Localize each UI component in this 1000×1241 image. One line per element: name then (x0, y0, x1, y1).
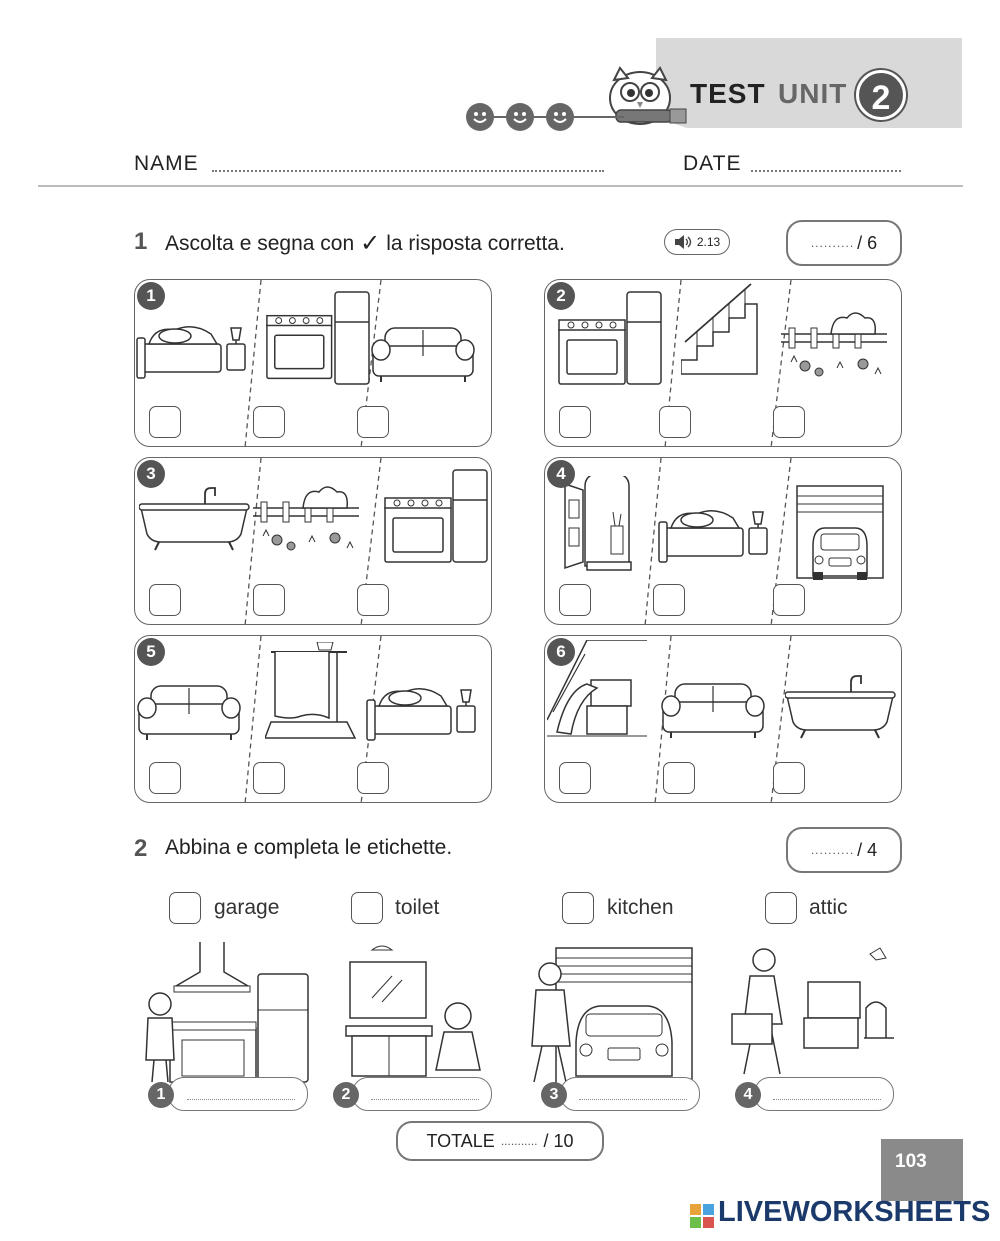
option-label-garage: garage (214, 896, 280, 919)
shower-picture (265, 642, 359, 742)
exercise2-score-box[interactable]: .......... / 4 (786, 827, 902, 873)
unit-number-badge: 2 (856, 70, 906, 120)
bath-picture (785, 666, 901, 746)
label-number: 4 (735, 1082, 761, 1108)
exercise1-panel-2 (544, 279, 902, 447)
option-label-toilet: toilet (395, 896, 440, 919)
label-number: 1 (148, 1082, 174, 1108)
instruction-part-b: la risposta corretta. (386, 231, 565, 255)
name-label: NAME (134, 152, 199, 175)
garage-picture (795, 484, 887, 582)
answer-checkbox[interactable] (149, 406, 181, 438)
exercise1-number: 1 (134, 228, 148, 255)
bath-picture (139, 478, 255, 558)
answer-checkbox[interactable] (559, 762, 591, 794)
option-checkbox-kitchen[interactable] (562, 892, 594, 924)
answer-checkbox[interactable] (253, 406, 285, 438)
exercise1-panel-4 (544, 457, 902, 625)
label-number: 2 (333, 1082, 359, 1108)
exercise1-instruction (165, 229, 565, 258)
garden-picture (253, 476, 365, 562)
stairs-picture (681, 282, 761, 382)
answer-checkbox[interactable] (357, 584, 389, 616)
cooker-picture (381, 468, 492, 568)
exercise1-panel-1 (134, 279, 492, 447)
answer-checkbox[interactable] (653, 584, 685, 616)
panel-number: 4 (547, 460, 575, 488)
sofa-picture (137, 668, 247, 746)
exercise2-number: 2 (134, 835, 148, 862)
answer-label-2[interactable] (352, 1077, 492, 1111)
exercise1-panel-3 (134, 457, 492, 625)
cooker-picture (555, 290, 675, 390)
date-label: DATE (683, 152, 742, 175)
answer-checkbox[interactable] (773, 584, 805, 616)
answer-label-3[interactable] (560, 1077, 700, 1111)
garden-picture (781, 302, 893, 388)
panel-number: 3 (137, 460, 165, 488)
exercise1-score: / 6 (857, 232, 878, 253)
garage-scene-picture (520, 946, 700, 1090)
answer-label-1[interactable] (168, 1077, 308, 1111)
kitchen-scene-picture (130, 942, 310, 1090)
answer-checkbox[interactable] (357, 762, 389, 794)
answer-checkbox[interactable] (357, 406, 389, 438)
test-title: TEST (690, 78, 766, 109)
total-score-box[interactable]: TOTALE ........... / 10 (396, 1121, 604, 1161)
speaker-icon (674, 234, 694, 250)
exercise1-panel-5 (134, 635, 492, 803)
option-label-kitchen: kitchen (607, 896, 674, 919)
panel-number: 5 (137, 638, 165, 666)
bed-picture (657, 484, 771, 566)
liveworksheets-logo-icon (690, 1204, 714, 1228)
answer-label-4[interactable] (754, 1077, 894, 1111)
bathroom-scene-picture (342, 942, 502, 1090)
audio-track-number: 2.13 (696, 235, 721, 249)
liveworksheets-logo-text: LIVEWORKSHEETS (718, 1196, 991, 1228)
panel-number: 1 (137, 282, 165, 310)
cooker-picture (263, 290, 383, 386)
name-field[interactable] (212, 170, 604, 172)
answer-checkbox[interactable] (773, 762, 805, 794)
label-number: 3 (541, 1082, 567, 1108)
smiley-icon (506, 103, 534, 131)
sofa-picture (661, 666, 771, 744)
checkmark-icon: ✓ (360, 230, 381, 257)
answer-checkbox[interactable] (149, 584, 181, 616)
answer-checkbox[interactable] (253, 584, 285, 616)
instruction-part-a: Ascolta e segna con (165, 231, 355, 255)
panel-number: 2 (547, 282, 575, 310)
exercise1-panel-6 (544, 635, 902, 803)
total-score: / 10 (543, 1130, 574, 1151)
answer-checkbox[interactable] (663, 762, 695, 794)
total-label: TOTALE (426, 1130, 495, 1151)
answer-checkbox[interactable] (559, 584, 591, 616)
panel-number: 6 (547, 638, 575, 666)
answer-checkbox[interactable] (773, 406, 805, 438)
owl-mascot-icon (600, 62, 692, 132)
option-checkbox-garage[interactable] (169, 892, 201, 924)
smiley-icon (546, 103, 574, 131)
answer-checkbox[interactable] (149, 762, 181, 794)
date-field[interactable] (751, 170, 901, 172)
exercise2-instruction: Abbina e completa le etichette. (165, 836, 453, 859)
answer-checkbox[interactable] (253, 762, 285, 794)
bed-picture (365, 662, 479, 748)
audio-track-badge[interactable] (664, 229, 730, 255)
sofa-picture (371, 310, 481, 388)
attic-scene-picture (724, 944, 904, 1090)
header-divider (38, 185, 963, 187)
bed-picture (135, 300, 249, 382)
exercise1-score-box[interactable]: .......... / 6 (786, 220, 902, 266)
answer-checkbox[interactable] (559, 406, 591, 438)
option-label-attic: attic (809, 896, 848, 919)
answer-checkbox[interactable] (659, 406, 691, 438)
option-checkbox-toilet[interactable] (351, 892, 383, 924)
page-number: 103 (881, 1139, 963, 1201)
exercise2-score: / 4 (857, 839, 878, 860)
unit-title: UNIT (778, 78, 848, 109)
option-checkbox-attic[interactable] (765, 892, 797, 924)
door-picture (561, 476, 637, 576)
smiley-icon (466, 103, 494, 131)
